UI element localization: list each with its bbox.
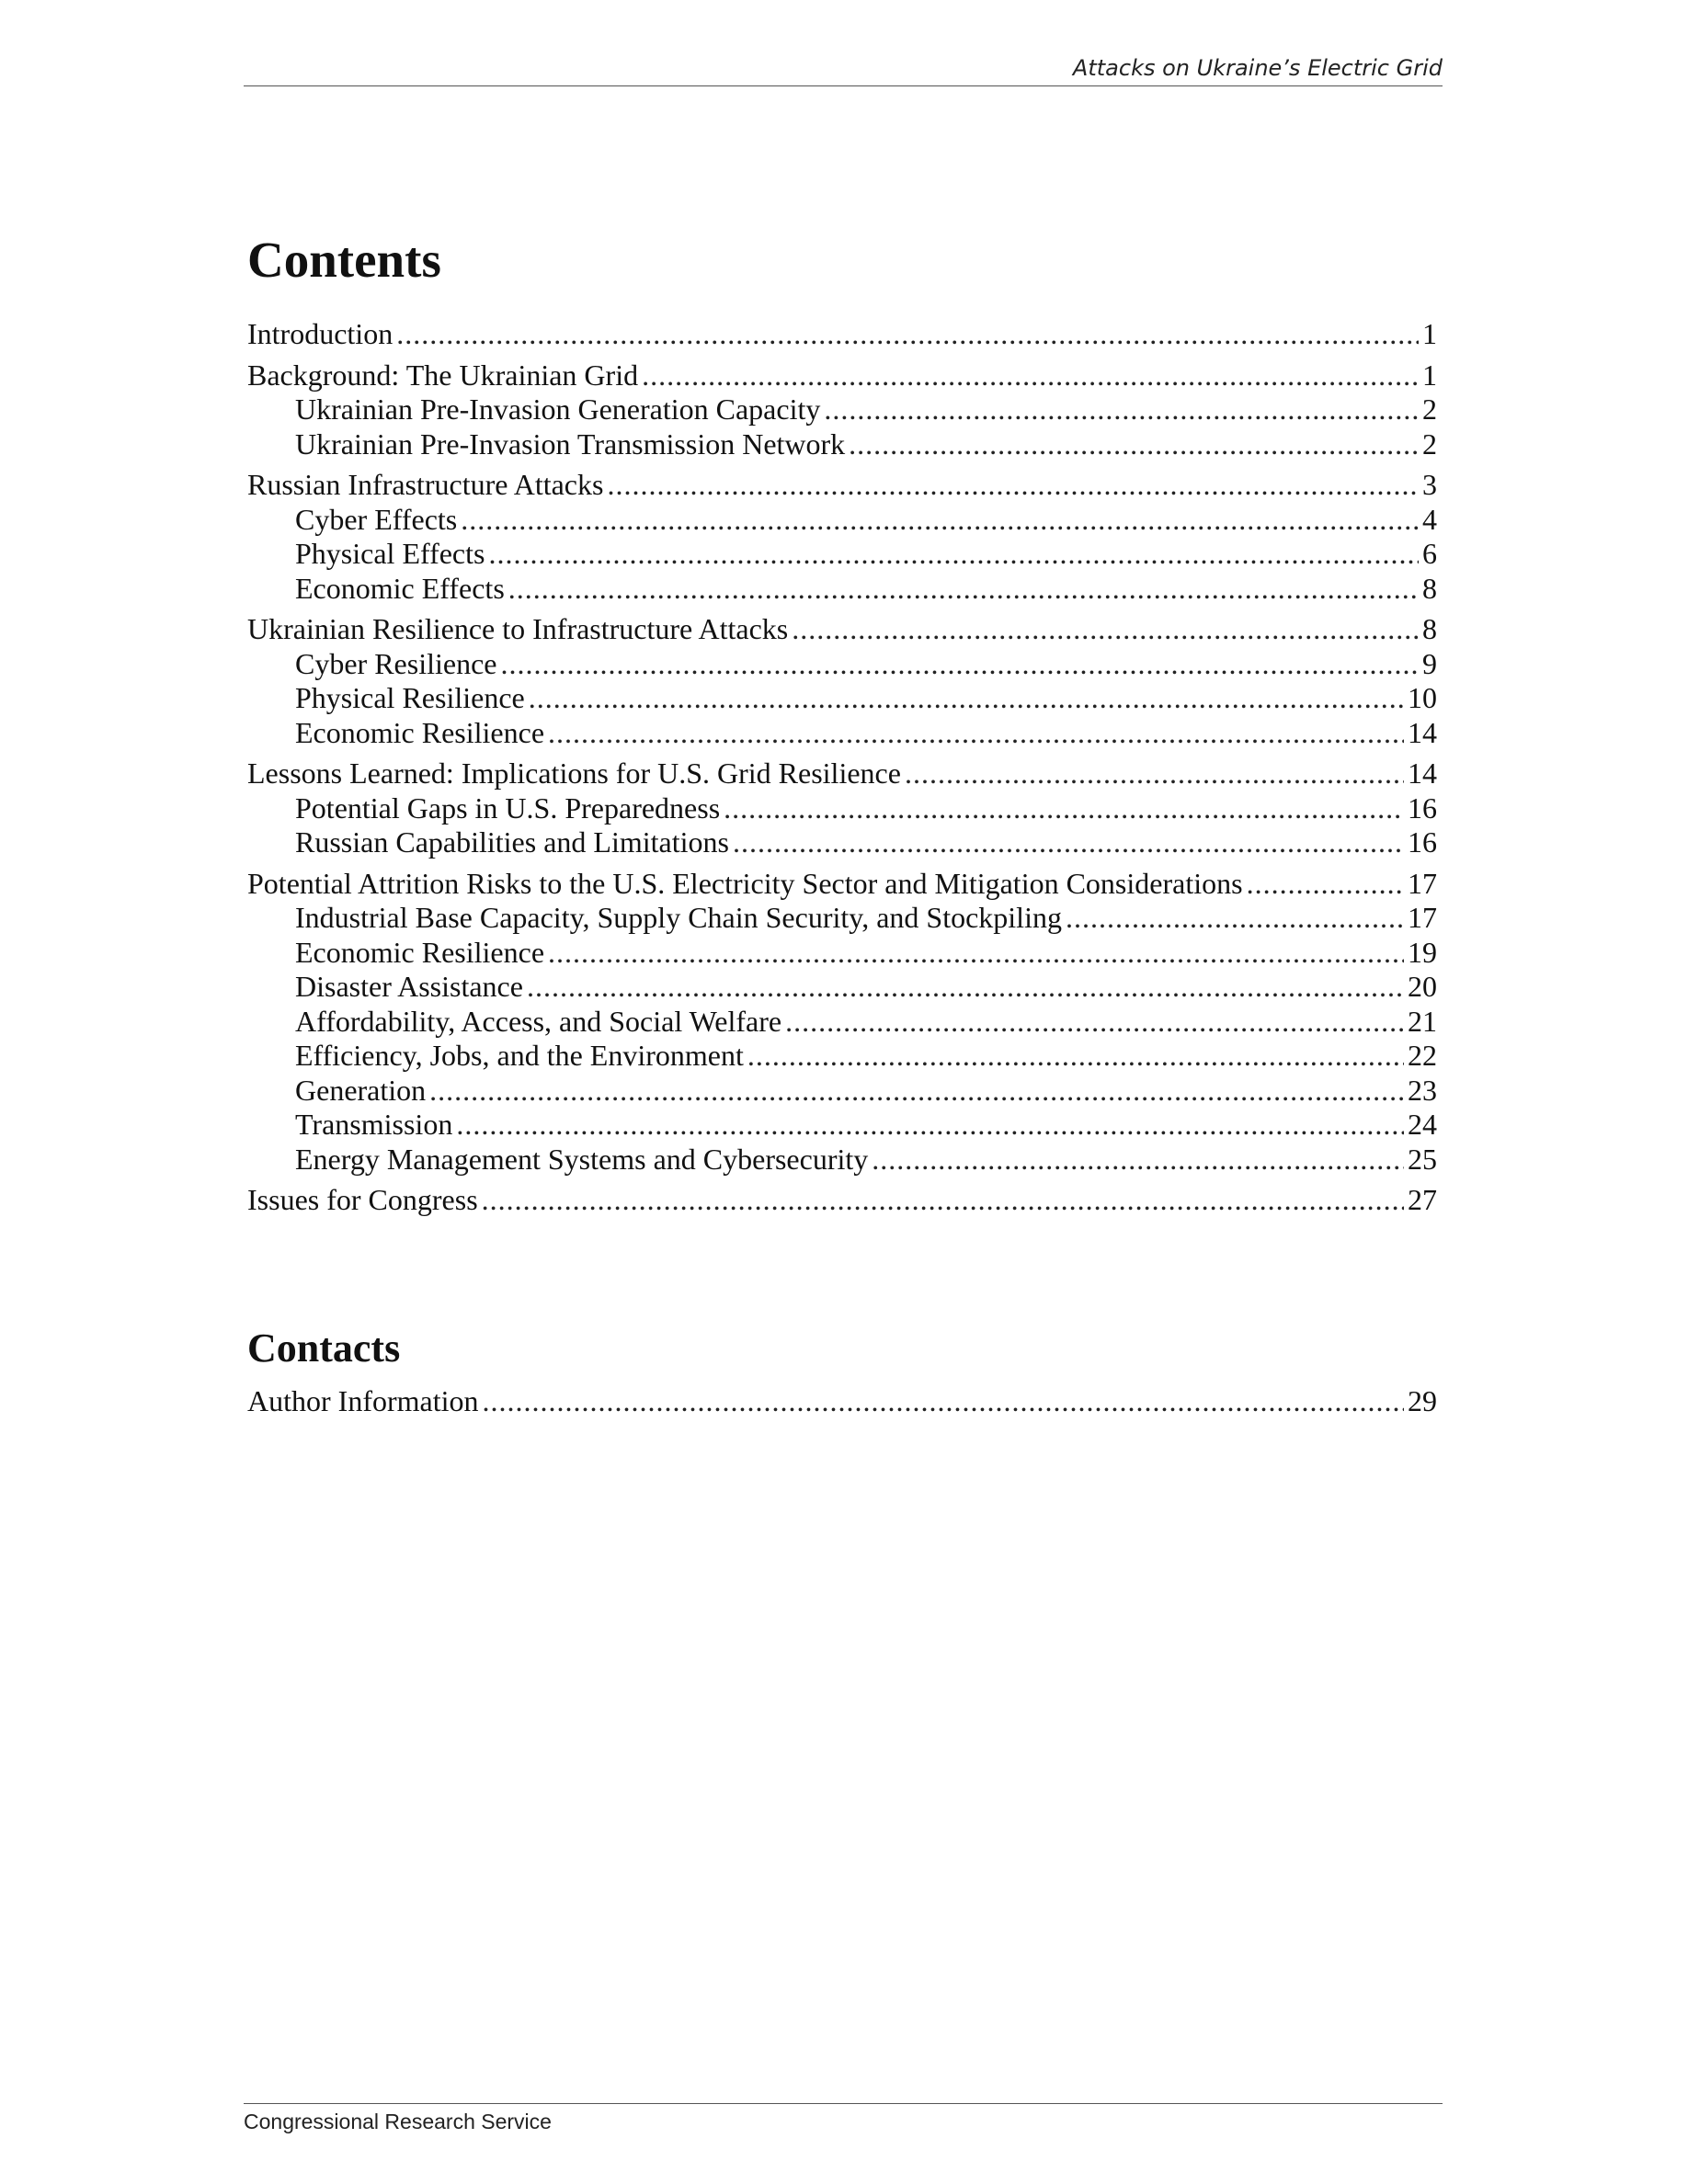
toc-entry[interactable] <box>247 316 1437 351</box>
toc-entry-page: 8 <box>1422 612 1437 645</box>
toc-entry-page: 4 <box>1422 502 1437 536</box>
dot-leader <box>824 392 1419 427</box>
toc-entry-title: Lessons Learned: Implications for U.S. Grid Resilience <box>247 756 901 790</box>
toc-entry-page: 17 <box>1408 866 1437 900</box>
toc-entry-page: 14 <box>1408 756 1437 790</box>
toc-subentry[interactable] <box>295 502 1437 537</box>
toc-entry[interactable] <box>247 358 1437 392</box>
toc-subentry[interactable] <box>295 1142 1437 1177</box>
toc-entry-title: Russian Infrastructure Attacks <box>247 468 604 501</box>
toc-entry-page: 3 <box>1422 468 1437 501</box>
toc-entry-title: Background: The Ukrainian Grid <box>247 358 639 392</box>
toc-entry-page: 10 <box>1408 681 1437 714</box>
toc-entry-title: Physical Resilience <box>295 681 525 714</box>
toc-entry-title: Ukrainian Pre-Invasion Generation Capacity <box>295 392 821 426</box>
toc-entry-title: Cyber Resilience <box>295 646 497 680</box>
toc-subentry[interactable] <box>295 969 1437 1004</box>
dot-leader <box>747 1038 1404 1073</box>
footer-publisher: Congressional Research Service <box>244 2110 552 2133</box>
running-footer <box>244 2103 1443 2133</box>
toc-entry-page: 25 <box>1408 1142 1437 1176</box>
toc-entry-page: 29 <box>1408 1384 1437 1417</box>
toc-entry[interactable] <box>247 611 1437 646</box>
toc-subentry[interactable] <box>295 825 1437 859</box>
toc-subentry[interactable] <box>295 791 1437 825</box>
toc-entry[interactable] <box>247 866 1437 901</box>
running-header-title: Attacks on Ukraine’s Electric Grid <box>1072 55 1443 81</box>
toc-subentry[interactable] <box>295 646 1437 681</box>
dot-leader <box>872 1142 1404 1177</box>
toc-entry-page: 14 <box>1408 715 1437 749</box>
toc-subentry[interactable] <box>295 1038 1437 1073</box>
dot-leader <box>527 969 1404 1004</box>
toc-entry-title: Transmission <box>295 1108 453 1141</box>
toc-entry-page: 24 <box>1408 1108 1437 1141</box>
toc-subentry[interactable] <box>295 1107 1437 1142</box>
dot-leader <box>785 1004 1404 1039</box>
toc-entry-title: Potential Gaps in U.S. Preparedness <box>295 791 721 825</box>
toc-entry-title: Russian Capabilities and Limitations <box>295 825 729 859</box>
dot-leader <box>488 536 1419 571</box>
toc-entry-page: 9 <box>1422 646 1437 680</box>
toc-entry-title: Potential Attrition Risks to the U.S. Electricity Sector and Mitigation Considerations <box>247 866 1243 900</box>
toc-subentry[interactable] <box>295 1004 1437 1039</box>
toc-subentry[interactable] <box>295 900 1437 935</box>
toc-entry-page: 1 <box>1422 317 1437 350</box>
dot-leader <box>500 646 1419 681</box>
toc-subentry[interactable] <box>295 571 1437 606</box>
toc-entry-page: 2 <box>1422 427 1437 461</box>
toc-entry-page: 16 <box>1408 791 1437 825</box>
toc-subentry[interactable] <box>295 392 1437 427</box>
toc-entry-title: Cyber Effects <box>295 502 458 536</box>
toc-entry-title: Efficiency, Jobs, and the Environment <box>295 1039 744 1072</box>
toc-entry-title: Economic Resilience <box>295 715 545 749</box>
toc-entry-title: Author Information <box>247 1384 479 1417</box>
dot-leader <box>396 316 1419 351</box>
toc-entry-title: Introduction <box>247 317 393 350</box>
dot-leader <box>1066 900 1404 935</box>
dot-leader <box>482 1182 1404 1217</box>
toc-subentry[interactable] <box>295 935 1437 970</box>
toc-entry-page: 19 <box>1408 935 1437 969</box>
toc-subentry[interactable] <box>295 1073 1437 1108</box>
toc-entry[interactable] <box>247 467 1437 502</box>
toc-entry-title: Economic Resilience <box>295 935 545 969</box>
contacts-heading: Contacts <box>247 1325 401 1371</box>
toc-entry[interactable] <box>247 1383 1437 1418</box>
toc-entry-page: 20 <box>1408 970 1437 1003</box>
dot-leader <box>1247 866 1404 901</box>
toc-entry[interactable] <box>247 1182 1437 1217</box>
dot-leader <box>607 467 1419 502</box>
dot-leader <box>792 611 1419 646</box>
toc-entry[interactable] <box>247 756 1437 791</box>
dot-leader <box>508 571 1419 606</box>
toc-entry-title: Economic Effects <box>295 571 505 605</box>
running-header <box>244 57 1443 86</box>
toc-entry-page: 23 <box>1408 1073 1437 1107</box>
dot-leader <box>548 715 1404 750</box>
toc-entry-title: Ukrainian Pre-Invasion Transmission Network <box>295 427 846 461</box>
toc-entry-page: 22 <box>1408 1039 1437 1072</box>
dot-leader <box>456 1107 1404 1142</box>
toc-entry-page: 1 <box>1422 358 1437 392</box>
toc-subentry[interactable] <box>295 536 1437 571</box>
dot-leader <box>642 358 1419 392</box>
toc-entry-page: 16 <box>1408 825 1437 859</box>
toc-entry-title: Ukrainian Resilience to Infrastructure Attacks <box>247 612 789 645</box>
toc-entry-page: 17 <box>1408 901 1437 934</box>
dot-leader <box>461 502 1419 537</box>
toc-entry-title: Disaster Assistance <box>295 970 523 1003</box>
toc-entry-page: 27 <box>1408 1183 1437 1216</box>
toc-entry-title: Generation <box>295 1073 427 1107</box>
dot-leader <box>849 427 1419 461</box>
toc-entry-page: 21 <box>1408 1004 1437 1038</box>
toc-subentry[interactable] <box>295 427 1437 461</box>
toc-entry-page: 2 <box>1422 392 1437 426</box>
toc-subentry[interactable] <box>295 680 1437 715</box>
dot-leader <box>429 1073 1404 1108</box>
dot-leader <box>724 791 1404 825</box>
toc-entry-title: Physical Effects <box>295 537 485 570</box>
toc-subentry[interactable] <box>295 715 1437 750</box>
contents-heading: Contents <box>247 232 441 288</box>
toc-entry-title: Issues for Congress <box>247 1183 478 1216</box>
dot-leader <box>548 935 1404 970</box>
toc-entry-page: 8 <box>1422 571 1437 605</box>
dot-leader <box>733 825 1404 859</box>
toc-entry-title: Affordability, Access, and Social Welfare <box>295 1004 782 1038</box>
toc-entry-page: 6 <box>1422 537 1437 570</box>
dot-leader <box>905 756 1404 791</box>
toc-entry-title: Industrial Base Capacity, Supply Chain Security, and Stockpiling <box>295 901 1062 934</box>
dot-leader <box>529 680 1404 715</box>
toc-entry-title: Energy Management Systems and Cybersecurity <box>295 1142 869 1176</box>
dot-leader <box>483 1383 1405 1418</box>
